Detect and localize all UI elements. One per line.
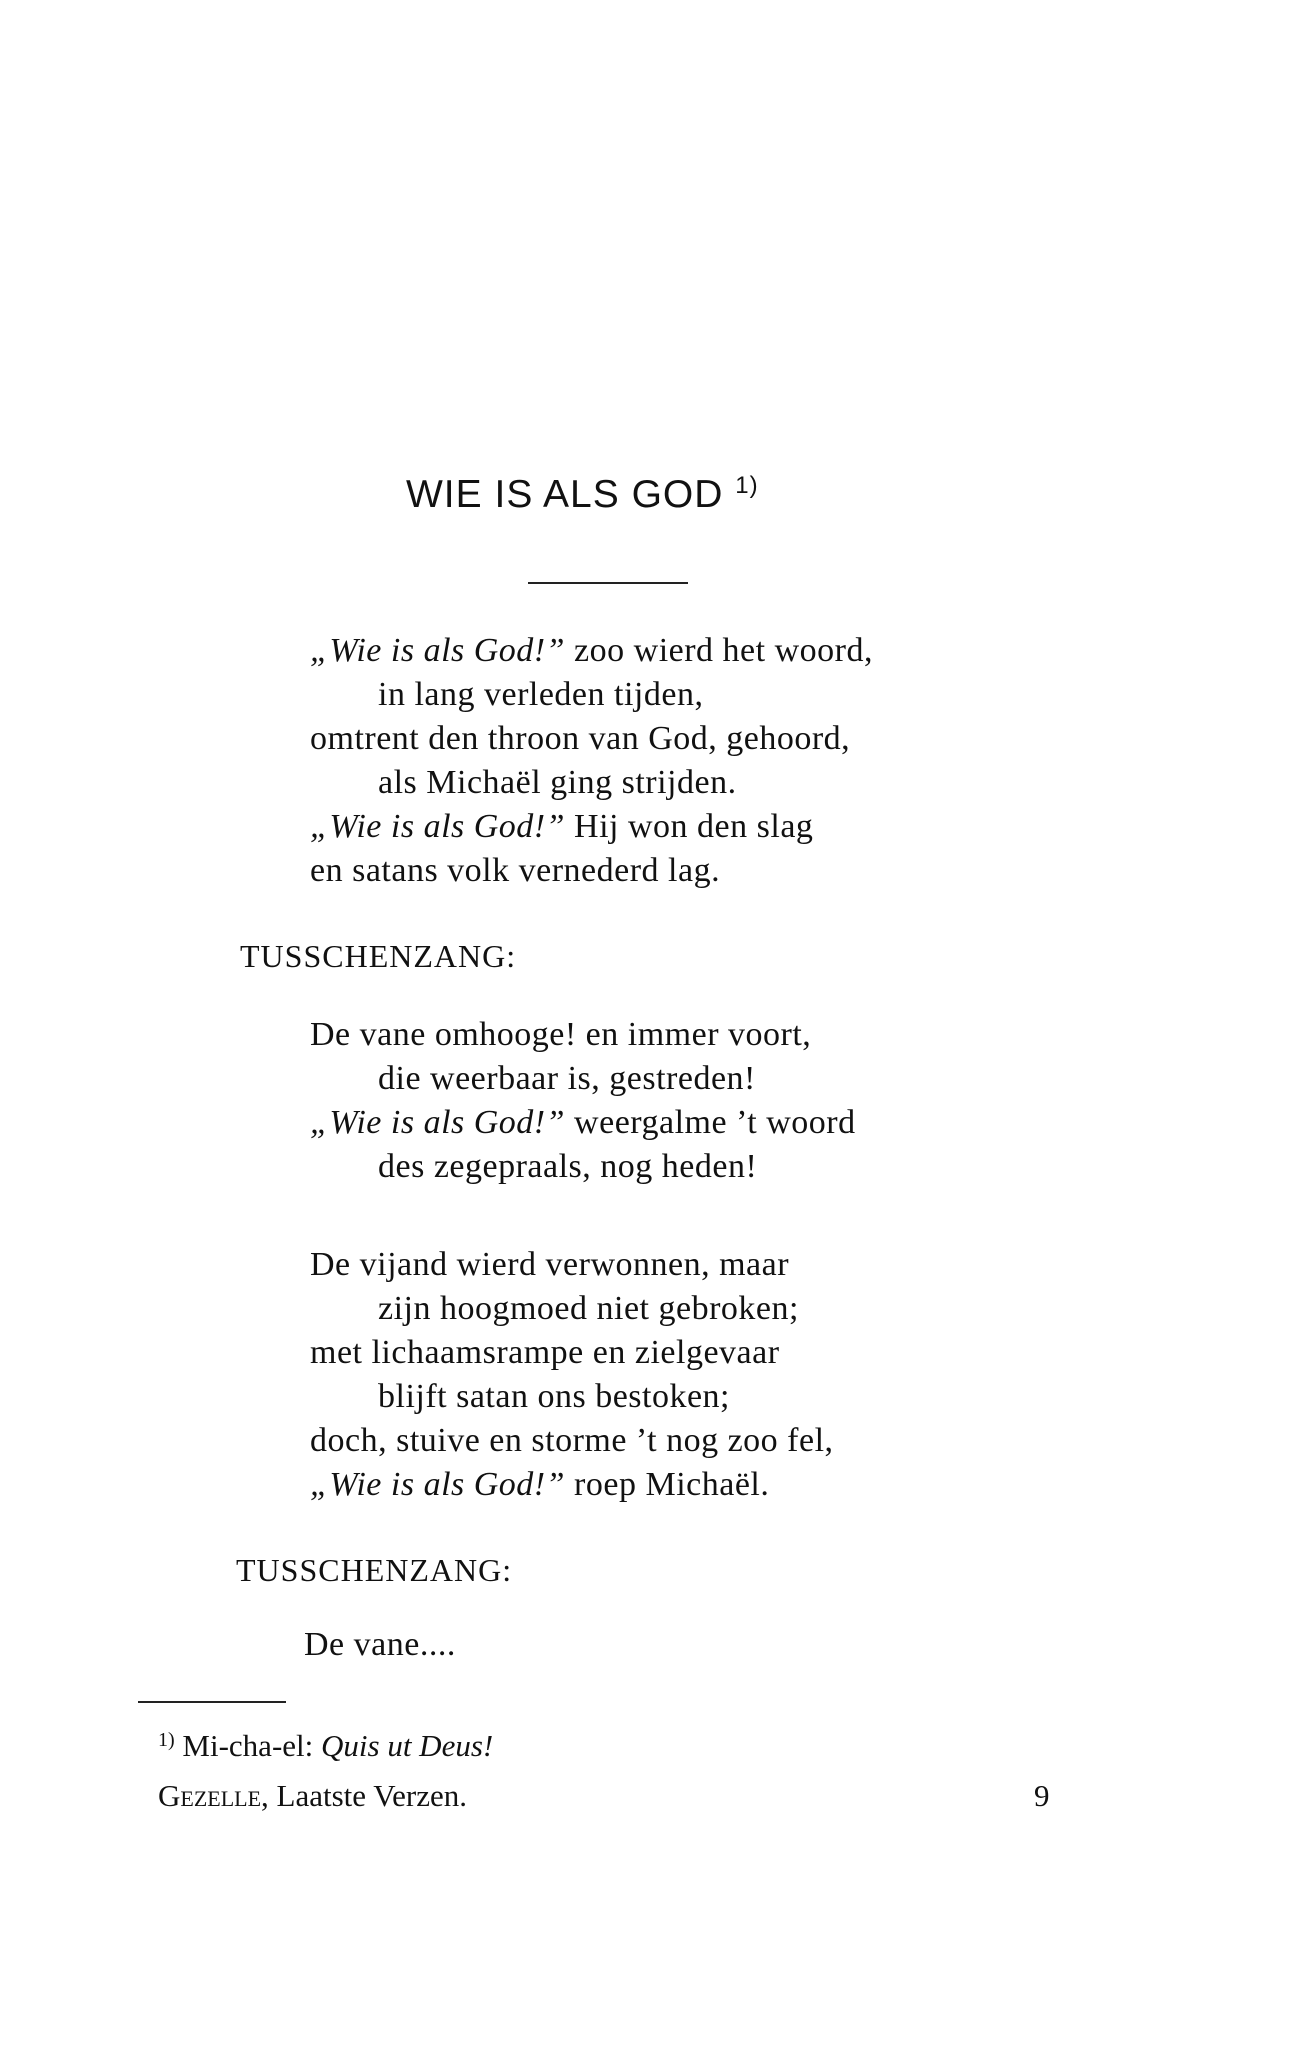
line-text: zoo wierd het woord, <box>565 632 873 669</box>
poem-title-text: WIE IS ALS GOD <box>406 473 724 516</box>
poem-line: met lichaamsrampe en zielgevaar <box>310 1334 780 1371</box>
line-text: roep Michaël. <box>565 1466 770 1503</box>
book-title: Laatste Verzen. <box>268 1778 468 1813</box>
poem-line <box>310 628 873 673</box>
page-number: 9 <box>1034 1778 1050 1813</box>
italic-phrase: „Wie is als God!” <box>310 1104 566 1141</box>
footnote-italic: Quis ut Deus! <box>321 1728 494 1763</box>
poem-line: De vijand wierd verwonnen, maar <box>310 1246 790 1283</box>
italic-phrase: „Wie is als God!” <box>310 808 566 845</box>
poem-line: De vane omhooge! en immer voort, <box>310 1016 812 1053</box>
footnote <box>158 1728 493 1764</box>
line-text: Hij won den slag <box>565 808 814 845</box>
italic-phrase: „Wie is als God!” <box>310 632 566 669</box>
poem-line: doch, stuive en storme ’t nog zoo fel, <box>310 1422 834 1459</box>
poem-line: zijn hoogmoed niet gebroken; <box>378 1290 799 1327</box>
poem-line: in lang verleden tijden, <box>378 676 704 713</box>
title-divider <box>528 582 688 584</box>
italic-phrase: „Wie is als God!” <box>310 1466 566 1503</box>
line-text: weergalme ’t woord <box>565 1104 856 1141</box>
poem-line: blijft satan ons bestoken; <box>378 1378 731 1415</box>
author-name: Gezelle, <box>158 1778 269 1813</box>
footnote-text: Mi-cha-el: <box>182 1728 321 1763</box>
footnote-marker: 1) <box>158 1729 175 1751</box>
poem-line: des zegepraals, nog heden! <box>378 1148 758 1185</box>
signature-line <box>158 1778 467 1814</box>
poem-line <box>310 804 813 849</box>
poem-title <box>406 472 759 517</box>
poem-line <box>310 1462 769 1507</box>
poem-line: als Michaël ging strijden. <box>378 764 737 801</box>
poem-line: en satans volk vernederd lag. <box>310 852 721 889</box>
poem-line: die weerbaar is, gestreden! <box>378 1060 756 1097</box>
title-footnote-marker: 1) <box>735 472 759 499</box>
poem-line: omtrent den throon van God, gehoord, <box>310 720 851 757</box>
poem-line <box>310 1100 856 1145</box>
refrain-heading: TUSSCHENZANG: <box>240 938 517 974</box>
refrain-heading: TUSSCHENZANG: <box>236 1552 513 1588</box>
footnote-divider <box>138 1701 286 1703</box>
refrain-short-line: De vane.... <box>304 1626 456 1663</box>
